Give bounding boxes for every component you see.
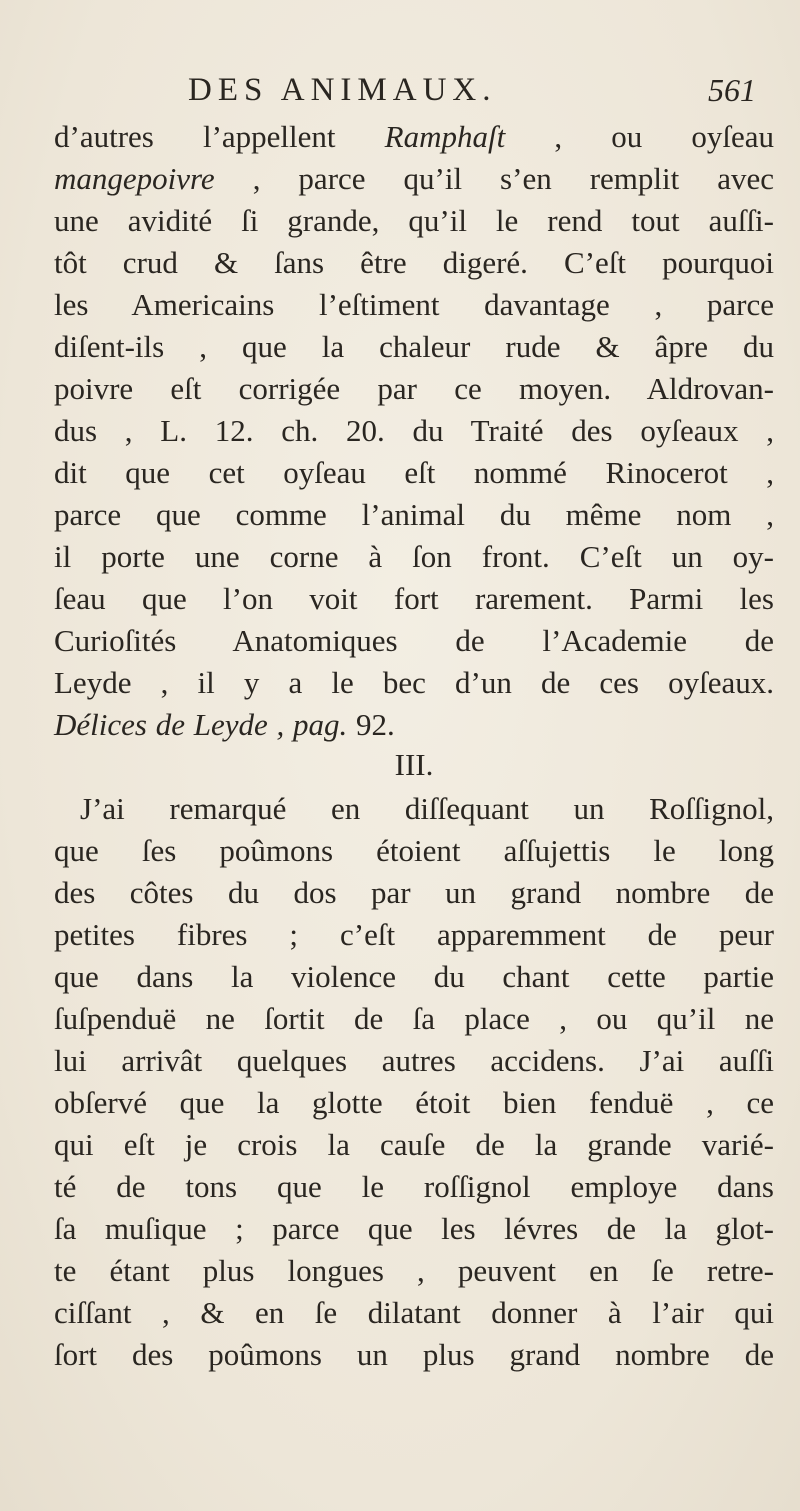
text-line: poivre eſt corrigée par ce moyen. Aldrovan- bbox=[54, 371, 774, 406]
page-header bbox=[0, 68, 800, 112]
text-line: il porte une corne à ſon front. C’eſt un oy- bbox=[54, 539, 774, 574]
text-line: diſent-ils , que la chaleur rude & âpre du bbox=[54, 329, 774, 364]
text-line: une avidité ſi grande, qu’il le rend tout auſſi- bbox=[54, 203, 774, 238]
text-line: té de tons que le roſſignol employe dans bbox=[54, 1169, 774, 1204]
text-line: que ſes poûmons étoient aſſujettis le long bbox=[54, 833, 774, 868]
text-line: Leyde , il y a le bec d’un de ces oyſeaux. bbox=[54, 665, 774, 700]
running-head: DES ANIMAUX. bbox=[188, 72, 497, 108]
text-line: les Americains l’eſtiment davantage , parce bbox=[54, 287, 774, 322]
text-line: dus , L. 12. ch. 20. du Traité des oyſeaux , bbox=[54, 413, 774, 448]
text-line: ciſſant , & en ſe dilatant donner à l’air qui bbox=[54, 1295, 774, 1330]
section-number: III. bbox=[394, 747, 434, 782]
text-line: petites fibres ; c’eſt apparemment de peur bbox=[54, 917, 774, 952]
text-line: parce que comme l’animal du même nom , bbox=[54, 497, 774, 532]
text-line: mangepoivre , parce qu’il s’en remplit avec bbox=[54, 161, 774, 196]
text-line: tôt crud & ſans être digeré. C’eſt pourquoi bbox=[54, 245, 774, 280]
text-line: Curioſités Anatomiques de l’Academie de bbox=[54, 623, 774, 658]
text-line: obſervé que la glotte étoit bien fenduë , ce bbox=[54, 1085, 774, 1120]
text-line: d’autres l’appellent Ramphaſt , ou oyſeau bbox=[54, 119, 774, 154]
text-line: que dans la violence du chant cette partie bbox=[54, 959, 774, 994]
text-line: lui arrivât quelques autres accidens. J’ai auſſi bbox=[54, 1043, 774, 1078]
page-number: 561 bbox=[708, 72, 756, 108]
text-line: ſuſpenduë ne ſortit de ſa place , ou qu’il ne bbox=[54, 1001, 774, 1036]
text-line: des côtes du dos par un grand nombre de bbox=[54, 875, 774, 910]
text-line: te étant plus longues , peuvent en ſe retre- bbox=[54, 1253, 774, 1288]
text-line: ſeau que l’on voit fort rarement. Parmi les bbox=[54, 581, 774, 616]
text-line: ſa muſique ; parce que les lévres de la glot- bbox=[54, 1211, 774, 1246]
text-line: J’ai remarqué en diſſequant un Roſſignol, bbox=[80, 791, 774, 826]
text-line: ſort des poûmons un plus grand nombre de bbox=[54, 1337, 774, 1372]
text-line: dit que cet oyſeau eſt nommé Rinocerot , bbox=[54, 455, 774, 490]
text-line: qui eſt je crois la cauſe de la grande varié- bbox=[54, 1127, 774, 1162]
citation-line: Délices de Leyde , pag. 92. bbox=[54, 707, 395, 742]
